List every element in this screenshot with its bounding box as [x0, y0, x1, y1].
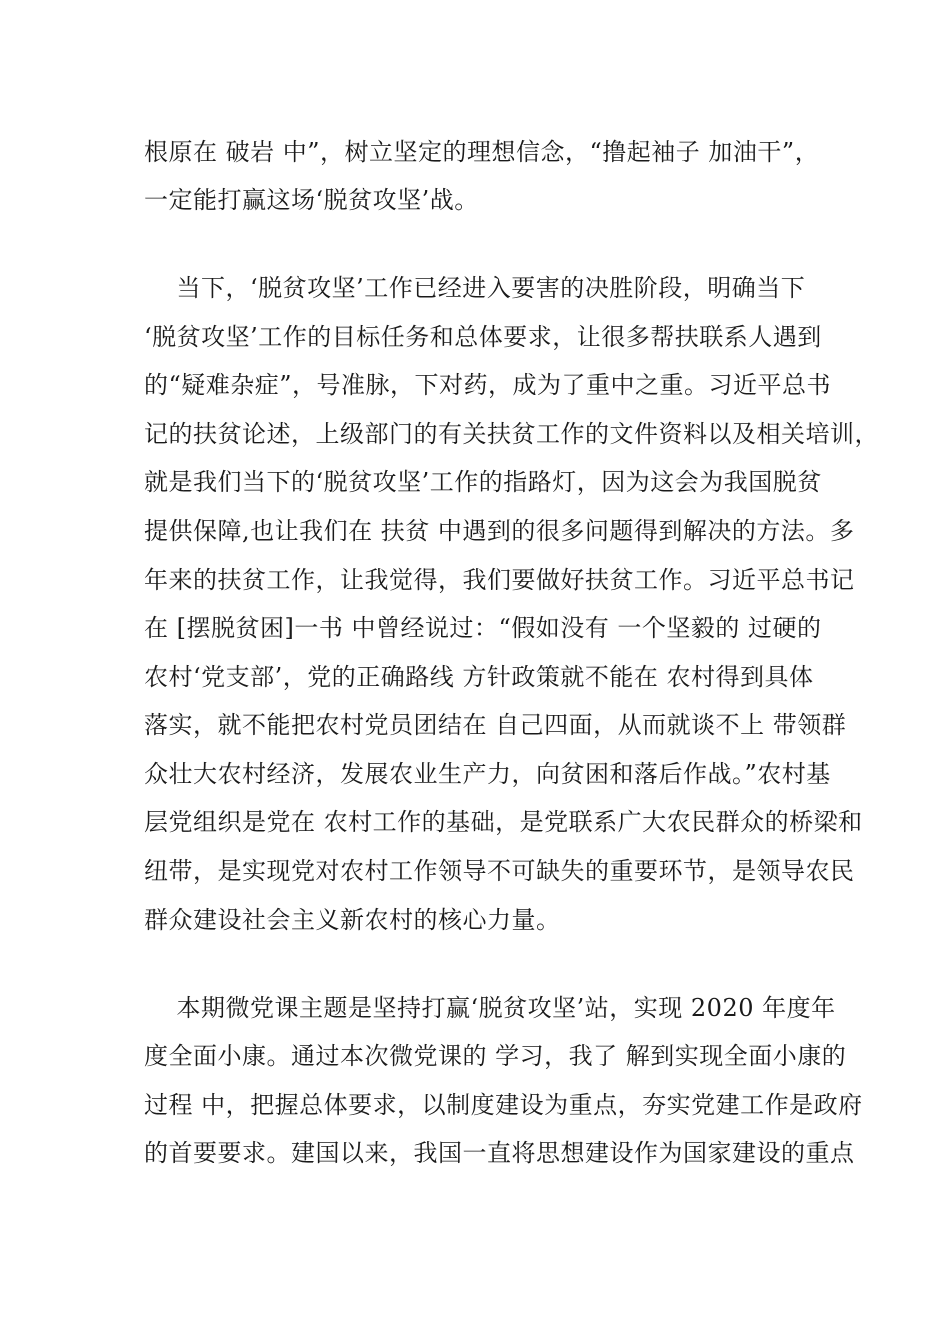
text-line: 在 [摆脱贫困]一书 中曾经说过：“假如没有 一个坚毅的 过硬的	[144, 614, 822, 642]
text-line: 的首要要求。建国以来，我国一直将思想建设作为国家建设的重点	[144, 1139, 855, 1167]
text-line: 度全面小康。通过本次微党课的 学习，我了 解到实现全面小康的	[144, 1042, 847, 1070]
text-line: 就是我们当下的‘脱贫攻坚’工作的指路灯，因为这会为我国脱贫	[144, 468, 822, 496]
text-line: 一定能打赢这场‘脱贫攻坚’战。	[144, 186, 479, 214]
text-line: 根原在 破岩 中”，树立坚定的理想信念，“撸起袖子 加油干”，	[144, 138, 820, 166]
text-line: 众壮大农村经济，发展农业生产力，向贫困和落后作战。”农村基	[144, 760, 831, 788]
text-line: 本期微党课主题是坚持打赢‘脱贫攻坚’站，实现 2020 年度年	[144, 994, 836, 1022]
text-line: 农村‘党支部’，党的正确路线 方针政策就不能在 农村得到具体	[144, 663, 814, 691]
text-line: 群众建设社会主义新农村的核心力量。	[144, 906, 561, 934]
text-line: 落实，就不能把农村党员团结在 自己四面，从而就谈不上 带领群	[144, 711, 847, 739]
text-line: 层党组织是党在 农村工作的基础，是党联系广大农民群众的桥梁和	[144, 808, 863, 836]
text-line: 纽带，是实现党对农村工作领导不可缺失的重要环节，是领导农民	[144, 857, 855, 885]
text-line: ‘脱贫攻坚’工作的目标任务和总体要求，让很多帮扶联系人遇到	[144, 323, 822, 351]
text-line: 年来的扶贫工作，让我觉得，我们要做好扶贫工作。习近平总书记	[144, 566, 855, 594]
text-line: 当下，‘脱贫攻坚’工作已经进入要害的决胜阶段，明确当下	[144, 274, 806, 302]
text-line: 记的扶贫论述，上级部门的有关扶贫工作的文件资料以及相关培训，	[144, 420, 879, 448]
text-line: 的“疑难杂症”，号准脉，下对药，成为了重中之重。习近平总书	[144, 371, 832, 399]
text-line: 过程 中，把握总体要求，以制度建设为重点，夯实党建工作是政府	[144, 1091, 863, 1119]
text-line: 提供保障,也让我们在 扶贫 中遇到的很多问题得到解决的方法。多	[144, 517, 855, 545]
